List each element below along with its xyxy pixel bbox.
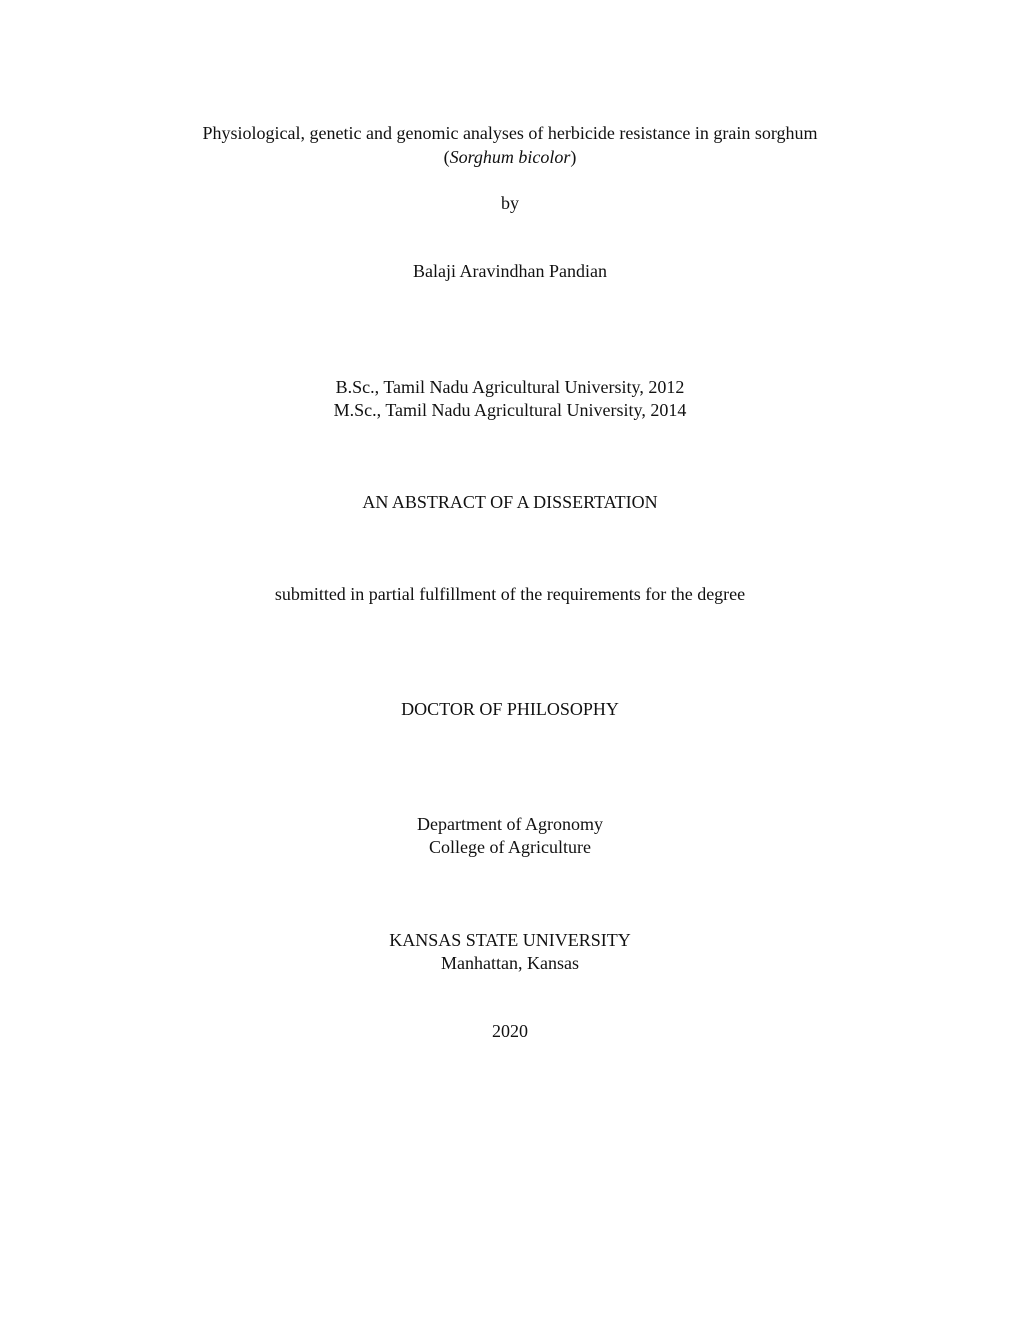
- university-location: Manhattan, Kansas: [441, 953, 579, 973]
- document-type: AN ABSTRACT OF A DISSERTATION: [362, 492, 658, 512]
- title-paren-open: (: [443, 147, 450, 167]
- title-paren-close: ): [570, 147, 577, 167]
- department: Department of Agronomy: [417, 814, 603, 834]
- species-name: Sorghum bicolor: [449, 147, 571, 167]
- college: College of Agriculture: [429, 837, 591, 857]
- year: 2020: [492, 1021, 528, 1041]
- author-name: Balaji Aravindhan Pandian: [413, 261, 607, 281]
- by-label: by: [501, 193, 519, 213]
- title-text: Physiological, genetic and genomic analyses of herbicide resistance in grain sorghum: [202, 123, 818, 143]
- university-name: KANSAS STATE UNIVERSITY: [389, 930, 631, 950]
- degree-sought: DOCTOR OF PHILOSOPHY: [401, 699, 619, 719]
- degree-bsc: B.Sc., Tamil Nadu Agricultural University, 2012: [335, 377, 685, 397]
- degree-msc: M.Sc., Tamil Nadu Agricultural University, 2014: [333, 400, 687, 420]
- title-line-2: [0, 146, 1020, 169]
- submission-statement: submitted in partial fulfillment of the requirements for the degree: [274, 584, 746, 604]
- title-line-1: [0, 122, 1020, 145]
